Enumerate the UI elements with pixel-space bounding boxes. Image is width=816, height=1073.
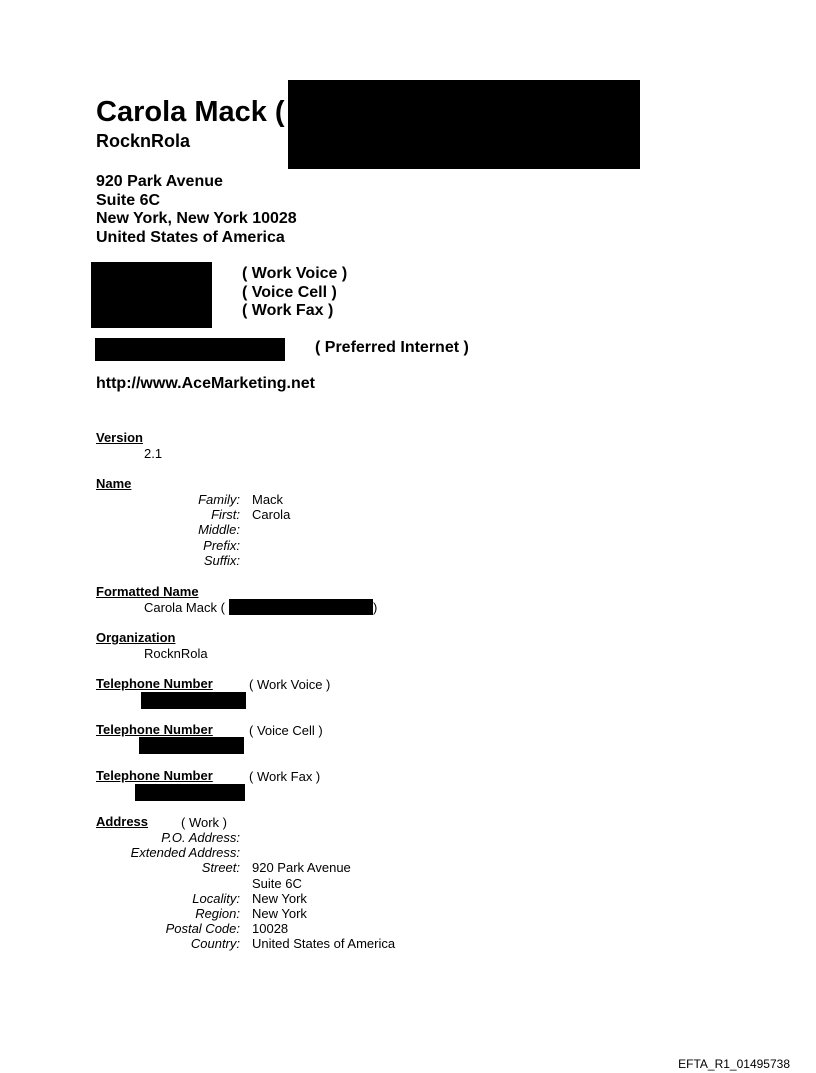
address-line: New York, New York 10028 [96, 210, 297, 227]
section-heading-address: Address [96, 814, 149, 829]
name-labels [100, 492, 240, 568]
phone-type: ( Work Voice ) [242, 265, 348, 282]
field-label: P.O. Address: [161, 830, 240, 845]
field-value: Suite 6C [252, 875, 302, 891]
email-type: ( Preferred Internet ) [315, 339, 469, 356]
field-label: Prefix: [203, 537, 240, 553]
address-values [252, 830, 395, 952]
field-label [100, 876, 240, 891]
field-value: New York [252, 905, 307, 921]
field-label: Middle: [198, 522, 240, 538]
field-value [252, 553, 290, 568]
organization-value: RocknRola [144, 646, 208, 661]
redaction-block [135, 784, 245, 801]
section-heading-telephone: Telephone Number [96, 768, 213, 783]
field-value: Mack [252, 492, 284, 507]
redaction-block [288, 80, 640, 169]
field-label: First: [211, 507, 240, 523]
field-value: New York [252, 890, 307, 906]
redaction-block [95, 338, 285, 361]
field-value [252, 538, 290, 553]
field-value [252, 830, 395, 845]
name-values [252, 492, 290, 568]
field-label: Region: [195, 905, 240, 921]
formatted-name-value: Carola Mack ( [144, 600, 225, 615]
address-line: United States of America [96, 228, 285, 246]
phone-type: ( Voice Cell ) [242, 283, 337, 301]
section-heading-name: Name [96, 476, 132, 491]
field-label: Extended Address: [130, 845, 240, 861]
field-label: Country: [190, 936, 240, 952]
field-label: Postal Code: [165, 921, 240, 937]
field-label: Family: [198, 492, 240, 507]
section-heading-telephone: Telephone Number [96, 722, 213, 737]
header-address [96, 173, 297, 247]
telephone-type: ( Voice Cell ) [249, 723, 323, 738]
section-heading-formatted-name: Formatted Name [96, 584, 199, 599]
header-phone-types [242, 265, 347, 321]
field-value [252, 522, 290, 537]
section-heading-version: Version [96, 430, 143, 445]
formatted-name-close: ) [373, 600, 378, 615]
field-label: Locality: [192, 890, 240, 906]
section-heading-telephone: Telephone Number [96, 676, 213, 691]
field-label: Street: [201, 860, 240, 876]
redaction-block [141, 692, 246, 709]
contact-name-heading: Carola Mack ( [96, 96, 285, 128]
document-id: EFTA_R1_01495738 [678, 1057, 790, 1071]
website-url: http://www.AceMarketing.net [96, 375, 315, 392]
organization-heading: RocknRola [96, 131, 191, 151]
version-value: 2.1 [144, 446, 163, 461]
address-type: ( Work ) [181, 815, 227, 830]
phone-type: ( Work Fax ) [242, 302, 334, 319]
telephone-type: ( Work Voice ) [249, 677, 331, 692]
field-value: Carola [252, 507, 291, 523]
redaction-block [139, 737, 244, 754]
field-value: United States of America [252, 936, 396, 952]
telephone-type: ( Work Fax ) [249, 769, 321, 784]
field-value: 10028 [252, 921, 289, 937]
redaction-block [229, 599, 373, 615]
section-heading-organization: Organization [96, 630, 176, 645]
field-value [252, 845, 395, 860]
field-label: Suffix: [203, 552, 240, 568]
address-line: 920 Park Avenue [96, 173, 223, 190]
redaction-block [91, 262, 212, 328]
field-value: 920 Park Avenue [252, 860, 351, 876]
address-labels [100, 830, 240, 952]
address-line: Suite 6C [96, 191, 161, 209]
